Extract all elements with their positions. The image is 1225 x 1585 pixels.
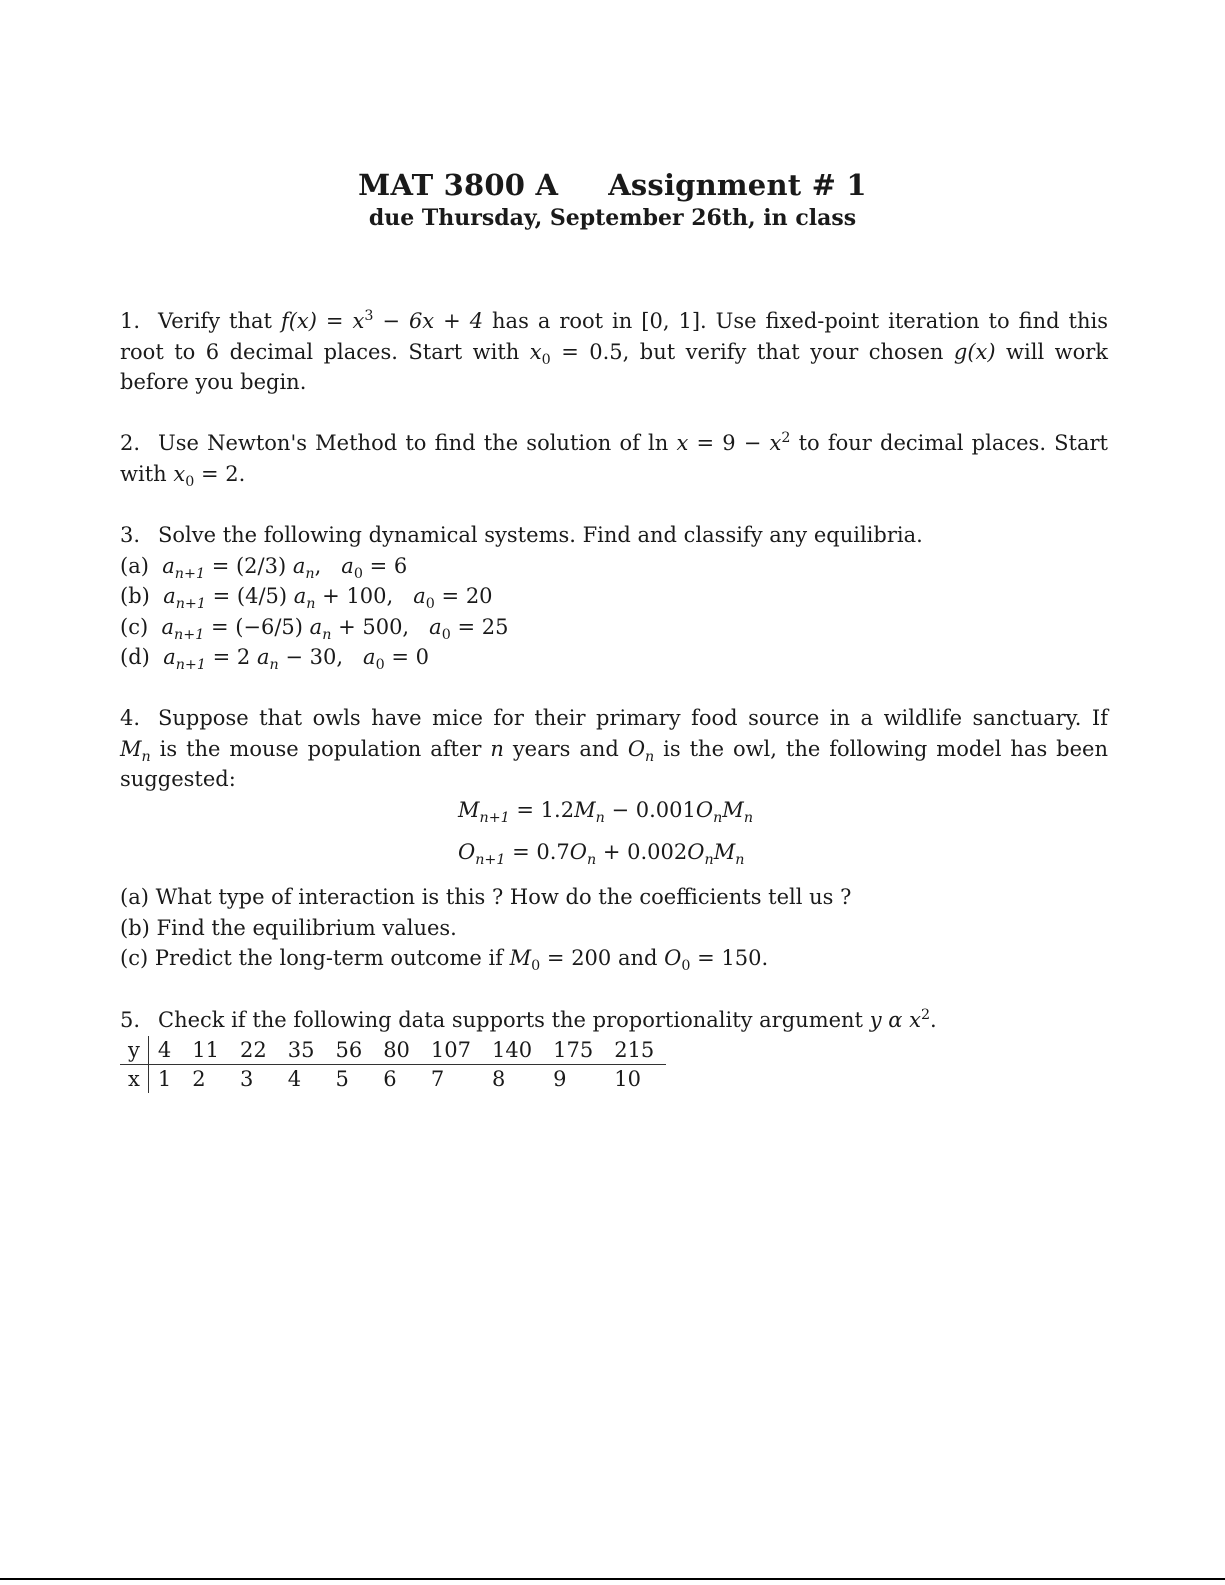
text: and — [611, 946, 665, 970]
table-cell-y: 215 — [605, 1036, 666, 1065]
table-cell-y: 11 — [183, 1036, 231, 1065]
math: f(x) = x — [280, 309, 365, 333]
text: Solve the following dynamical systems. Find and classify any equilibria. — [158, 523, 923, 547]
text: is the owl, the following model has been — [654, 736, 1108, 761]
math: − 6x + 4 — [373, 309, 484, 333]
math: g(x) — [953, 339, 996, 364]
math: a — [363, 645, 376, 669]
math: a — [256, 645, 270, 669]
initial-owls: 150 — [721, 946, 762, 970]
due-date: due Thursday, September 26th, in class — [368, 205, 857, 231]
subscript: n — [322, 626, 332, 643]
subscript: 0 — [441, 626, 451, 643]
page-title — [0, 168, 1225, 202]
part-label: (c) — [120, 614, 149, 639]
initial-value: 0 — [415, 645, 429, 669]
math: O — [458, 840, 476, 864]
equation-mouse — [458, 798, 754, 827]
math: O — [687, 840, 705, 864]
subscript: 0 — [185, 473, 195, 490]
exponent: 2 — [781, 430, 791, 446]
table-cell-y: 80 — [374, 1036, 422, 1065]
math: O — [695, 798, 714, 822]
subscript: n — [587, 852, 597, 869]
problem-2 — [120, 428, 1108, 489]
table-cell-y: 56 — [326, 1036, 374, 1065]
problem-number: 2. — [120, 431, 141, 455]
math: n — [490, 736, 504, 761]
problem-1-line-2 — [120, 337, 1108, 368]
table-cell-x: 1 — [157, 1067, 172, 1091]
math: x — [769, 431, 782, 455]
math: O — [569, 840, 587, 864]
math: x — [173, 461, 186, 486]
problem-4-part-a: (a) What type of interaction is this ? How do the coefficients tell us ? — [120, 885, 852, 909]
text: is the mouse population after — [150, 736, 491, 761]
problem-number: 4. — [120, 706, 141, 730]
math: = (2/3) — [205, 553, 293, 578]
math: y — [869, 1008, 882, 1032]
subscript: n+1 — [174, 565, 206, 582]
subscript: n — [713, 810, 723, 827]
part-label: (a) — [120, 553, 149, 578]
problem-1-line-3: before you begin. — [120, 370, 307, 394]
subscript: n+1 — [175, 596, 206, 613]
math: a — [293, 584, 307, 608]
math: a — [292, 553, 306, 578]
problem-5-text — [120, 1005, 1108, 1036]
problem-4-line-3: suggested: — [120, 767, 236, 791]
initial-value: 6 — [393, 553, 408, 578]
math: − 30, — [278, 645, 344, 669]
problem-2-line-2 — [120, 459, 1108, 490]
subscript: n — [305, 565, 315, 582]
subscript: n — [595, 810, 605, 827]
subscript: 0 — [425, 596, 435, 613]
subscript: 0 — [375, 657, 385, 674]
math: M — [120, 736, 142, 761]
problem-3-part: (d) $a_{n+1} = 2$ $a_n - 30$, $a_0 = 0$ — [120, 645, 429, 674]
text: has a root in [0, 1]. Use fixed-point iteration to find this — [483, 309, 1108, 333]
math: a — [309, 614, 323, 639]
subscript: 0 — [353, 565, 363, 582]
math: x — [909, 1008, 921, 1032]
subscript: n — [306, 596, 316, 613]
math: = 1.2 — [509, 798, 575, 822]
part-label: (d) — [120, 645, 150, 669]
table-cell-x: 6 — [383, 1067, 397, 1091]
math: − 0.001 — [604, 798, 696, 822]
initial-value: 25 — [481, 614, 509, 639]
math: = (−6/5) — [204, 614, 310, 639]
table-row-y — [120, 1036, 666, 1065]
row-label-x: x — [120, 1065, 148, 1094]
problem-1-line-1 — [120, 306, 1108, 337]
problem-number: 5. — [120, 1008, 141, 1032]
math: O — [627, 736, 646, 761]
problem-4-line-1 — [120, 703, 1108, 734]
math: + 0.002 — [596, 840, 688, 864]
math: a — [163, 584, 176, 608]
text: to four decimal places. Start — [790, 431, 1108, 455]
problem-3 — [120, 520, 1108, 673]
table-row-x — [120, 1065, 666, 1094]
math: a — [429, 614, 442, 639]
subscript: 0 — [531, 958, 541, 975]
text: with — [120, 461, 174, 486]
text: years and — [503, 736, 628, 761]
math: a — [413, 584, 426, 608]
problem-4-part-b: (b) Find the equilibrium values. — [120, 915, 457, 940]
math: a — [162, 553, 175, 578]
math: M — [458, 798, 480, 822]
table-cell-y: 107 — [422, 1036, 483, 1065]
math: M — [722, 798, 744, 822]
math: + 500, — [331, 614, 410, 639]
subscript: 0 — [681, 958, 691, 975]
text: . — [761, 946, 769, 970]
table-cell-y: 140 — [483, 1036, 544, 1065]
problem-4-parts — [120, 882, 1108, 974]
initial-value: 20 — [465, 584, 493, 608]
subscript: n — [743, 810, 754, 827]
table-cell-x: 8 — [492, 1067, 506, 1091]
problem-number: 3. — [120, 523, 141, 547]
math: a — [161, 614, 175, 639]
exponent: 3 — [364, 308, 374, 324]
problem-3-parts — [120, 551, 1108, 673]
math: α — [881, 1008, 910, 1032]
problem-4-line-2 — [120, 734, 1108, 765]
text: root to 6 decimal places. Start with — [120, 339, 530, 364]
subscript: n+1 — [475, 852, 506, 869]
problem-4-part-c: (c) Predict the long-term outcome if $M_0 = 200$ and $O_0 = 150$. — [120, 946, 769, 975]
table-cell-y: 22 — [231, 1036, 279, 1065]
math: M — [509, 946, 532, 970]
subscript: n+1 — [175, 657, 206, 674]
text: Verify that — [158, 309, 281, 333]
text: = 2. — [194, 461, 246, 486]
table-cell-x: 9 — [553, 1067, 567, 1091]
problem-3-part: (b) $a_{n+1} = (4/5) a_n + 100$, $a_0 = 20$ — [120, 584, 493, 613]
text: Use Newton's Method to find the solution of ln — [158, 431, 677, 455]
table-cell-y: 175 — [544, 1036, 605, 1065]
problem-4 — [120, 703, 1108, 795]
text: = 0.5, but verify that your chosen — [550, 339, 954, 364]
text: Suppose that owls have mice for their primary food source in a wildlife sanctuary. If — [158, 706, 1108, 730]
problem-2-line-1 — [120, 428, 1108, 459]
math: , — [314, 553, 322, 578]
table-cell-x: 2 — [192, 1067, 206, 1091]
course-code: MAT 3800 A — [358, 168, 559, 202]
math: x — [529, 339, 542, 364]
table-cell-y: 35 — [279, 1036, 327, 1065]
table-cell-x: 5 — [335, 1067, 349, 1091]
text: will work — [995, 339, 1109, 364]
math: = 2 — [205, 645, 257, 669]
problem-3-intro — [120, 520, 1108, 551]
text: = 9 − — [688, 431, 770, 455]
math: = (4/5) — [205, 584, 294, 608]
table-cell-x: 3 — [239, 1067, 254, 1091]
subscript: n — [269, 657, 279, 674]
subscript: n — [645, 748, 655, 765]
subscript: n — [704, 852, 714, 869]
text: . — [930, 1008, 937, 1032]
table-cell-x: 10 — [614, 1067, 641, 1091]
math: x — [676, 431, 689, 455]
assignment-title: Assignment # 1 — [608, 168, 867, 202]
exponent: 2 — [920, 1007, 931, 1023]
table-cell-x: 7 — [430, 1067, 445, 1091]
table-cell-y: 4 — [148, 1036, 183, 1065]
data-table — [120, 1036, 666, 1093]
math: a — [341, 553, 354, 578]
part-label: (b) — [120, 584, 150, 608]
equation-owl — [458, 840, 745, 869]
problem-number: 1. — [120, 309, 141, 333]
problem-1 — [120, 306, 1108, 398]
text: (c) Predict the long-term outcome if — [120, 946, 510, 970]
problem-3-part: (c) $a_{n+1} = (-6/5) a_n + 500$, $a_0 = 25$ — [120, 614, 509, 643]
subscript: n — [141, 748, 151, 765]
text: Check if the following data supports the proportionality argument — [158, 1008, 870, 1032]
subscript: n+1 — [479, 810, 510, 827]
problem-5 — [120, 1005, 1108, 1036]
math: + 100, — [315, 584, 394, 608]
subscript: n — [735, 852, 745, 869]
math: = 0.7 — [505, 840, 570, 864]
initial-mice: 200 — [571, 946, 612, 970]
subscript: n+1 — [174, 626, 205, 643]
table-cell-x: 4 — [287, 1067, 302, 1091]
math: O — [664, 946, 682, 970]
math: M — [574, 798, 596, 822]
subscript: 0 — [541, 351, 551, 368]
bottom-border — [0, 1578, 1225, 1580]
problem-3-part: (a) $a_{n+1} = (2/3)$ $a_n$, $a_0 = 6$ — [120, 553, 408, 582]
row-label-y: y — [120, 1036, 148, 1065]
math: M — [713, 840, 736, 864]
math: a — [163, 645, 176, 669]
